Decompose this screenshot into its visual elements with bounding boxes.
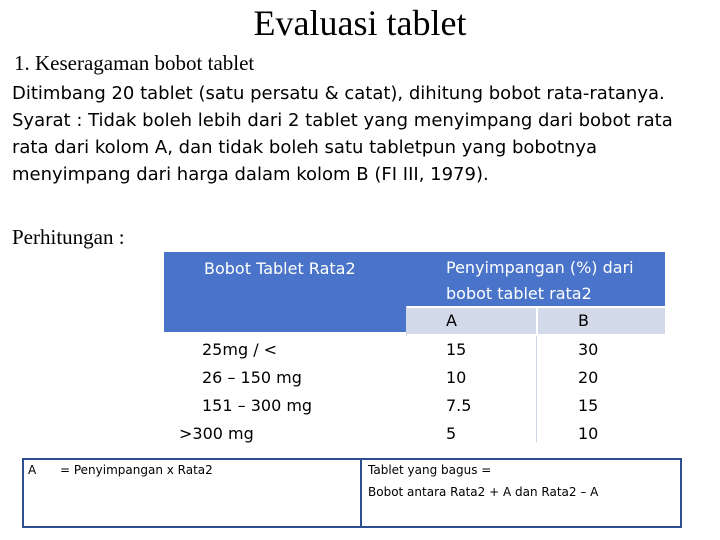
formula-label-a: A xyxy=(28,463,37,477)
col-b-row-2: 20 xyxy=(578,368,599,387)
col-a-row-1: 15 xyxy=(446,340,467,359)
slide-title: Evaluasi tablet xyxy=(253,3,467,43)
weight-row-2: 26 – 150 mg xyxy=(202,368,302,387)
weight-row-1: 25mg / < xyxy=(202,340,278,359)
deviation-header-line-2: bobot tablet rata2 xyxy=(446,284,592,303)
deviation-header-line-1: Penyimpangan (%) dari xyxy=(446,258,634,277)
weight-column xyxy=(164,252,407,442)
weight-row-4: >300 mg xyxy=(179,424,254,443)
section-heading: 1. Keseragaman bobot tablet xyxy=(14,51,255,75)
weight-header-text: Bobot Tablet Rata2 xyxy=(204,259,356,278)
deviation-header xyxy=(406,252,665,306)
col-b-row-4: 10 xyxy=(578,424,599,443)
formula-deviation-text: = Penyimpangan x Rata2 xyxy=(60,463,213,477)
col-a-row-4: 5 xyxy=(446,424,457,443)
col-b-header: B xyxy=(578,311,589,330)
col-b-row-3: 15 xyxy=(578,396,599,415)
formula-good-tablet-line-1: Tablet yang bagus = xyxy=(368,463,492,477)
formula-good-tablet-line-2: Bobot antara Rata2 + A dan Rata2 – A xyxy=(368,485,599,499)
weight-row-3: 151 – 300 mg xyxy=(202,396,313,415)
formula-box xyxy=(22,458,682,528)
weight-column-header xyxy=(164,252,406,332)
deviation-columns xyxy=(406,252,665,442)
col-a-header: A xyxy=(446,311,457,330)
col-a-row-2: 10 xyxy=(446,368,467,387)
column-divider-line xyxy=(536,336,537,442)
calculation-label: Perhitungan : xyxy=(12,225,125,249)
description-paragraph: Ditimbang 20 tablet (satu persatu & catat), dihitung bobot rata-ratanya. Syarat : Tidak boleh lebih dari 2 tablet yang menyimpang dari bobot rata rata dari kolom A, dan tidak boleh satu tabletpun yang bobotnya menyimpang dari harga dalam kolom B (FI III, 1979). xyxy=(12,83,673,185)
col-b-row-1: 30 xyxy=(578,340,599,359)
formula-divider xyxy=(360,460,362,526)
col-a-row-3: 7.5 xyxy=(446,396,472,415)
